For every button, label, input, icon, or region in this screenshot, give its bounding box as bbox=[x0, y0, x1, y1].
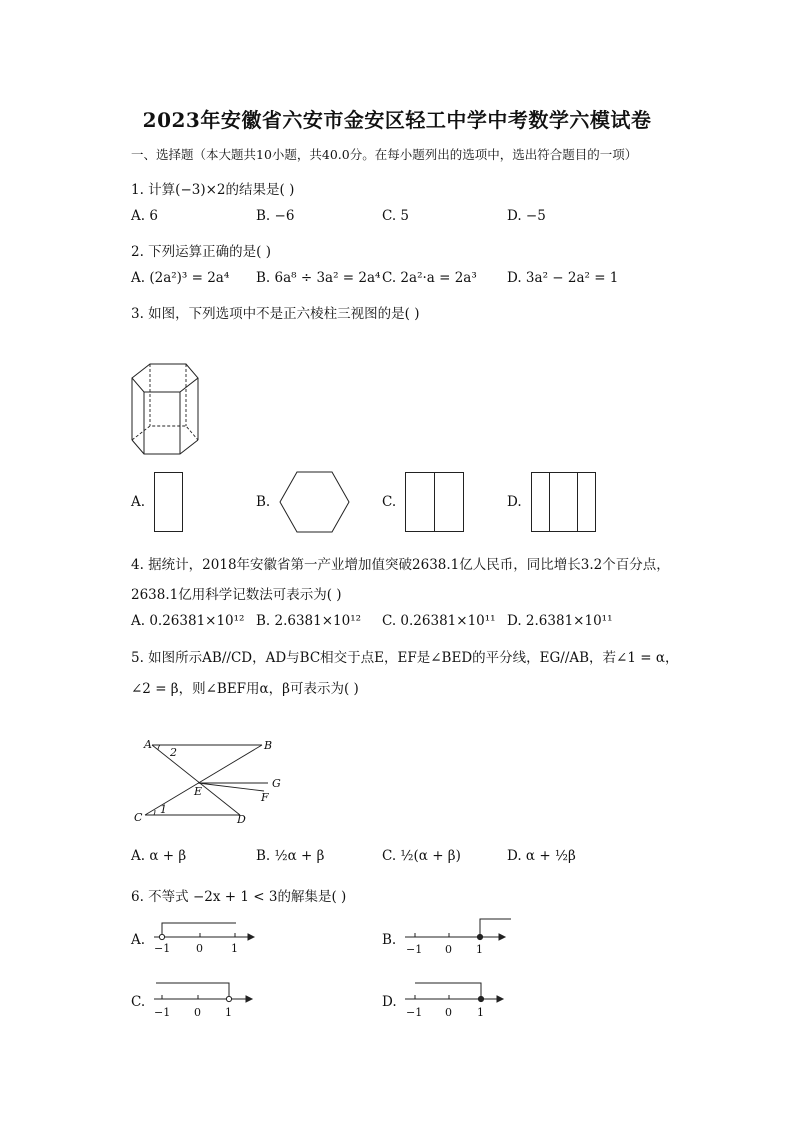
q6-stem: 6. 不等式 −2x + 1 < 3的解集是( ) bbox=[131, 889, 347, 905]
q2-option-d[interactable]: D. 3a² − 2a² = 1 bbox=[507, 270, 619, 286]
q4-stem-line2: 2638.1亿用科学记数法可表示为( ) bbox=[131, 587, 342, 603]
q6c-tick-1: 1 bbox=[225, 1006, 232, 1019]
q6b-tick-1: 1 bbox=[476, 943, 483, 956]
q3-option-c-figure bbox=[405, 472, 465, 533]
q5-label-e: E bbox=[194, 785, 203, 798]
q1-option-d[interactable]: D. −5 bbox=[507, 208, 546, 224]
q4-option-c[interactable]: C. 0.26381×10¹¹ bbox=[382, 613, 496, 629]
q4-stem-line1: 4. 据统计，2018年安徽省第一产业增加值突破2638.1亿人民币，同比增长3.2个百分点， bbox=[131, 557, 670, 573]
q6-option-d-number-line bbox=[401, 980, 511, 1024]
page-title: 2023年安徽省六安市金安区轻工中学中考数学六模试卷 bbox=[142, 108, 652, 132]
q6d-tick-0: 0 bbox=[445, 1006, 452, 1019]
q5-label-d: D bbox=[237, 813, 246, 826]
q3-option-b[interactable]: B. bbox=[256, 494, 271, 510]
q2-option-a[interactable]: A. (2a²)³ = 2a⁴ bbox=[131, 270, 230, 286]
q6-option-d[interactable]: D. bbox=[382, 994, 397, 1010]
q6-option-c[interactable]: C. bbox=[131, 994, 146, 1010]
q6d-tick-neg1: −1 bbox=[406, 1006, 423, 1019]
q5-option-c[interactable]: C. ½(α + β) bbox=[382, 848, 461, 864]
q5-option-a[interactable]: A. α + β bbox=[131, 848, 187, 864]
q6-option-c-number-line bbox=[150, 980, 260, 1024]
q6-option-b-number-line bbox=[401, 916, 516, 960]
q1-option-c[interactable]: C. 5 bbox=[382, 208, 410, 224]
q6b-tick-neg1: −1 bbox=[406, 943, 423, 956]
q5-label-g: G bbox=[272, 777, 281, 790]
q3-option-a[interactable]: A. bbox=[131, 494, 146, 510]
q5-stem-line2: ∠2 = β，则∠BEF用α，β可表示为( ) bbox=[131, 681, 359, 697]
q6a-tick-0: 0 bbox=[196, 942, 203, 955]
q6-option-a[interactable]: A. bbox=[131, 932, 146, 948]
q5-label-f: F bbox=[261, 791, 269, 804]
q6c-tick-neg1: −1 bbox=[154, 1006, 171, 1019]
q6d-tick-1: 1 bbox=[477, 1006, 484, 1019]
q1-option-b[interactable]: B. −6 bbox=[256, 208, 295, 224]
q1-stem: 1. 计算(−3)×2的结果是( ) bbox=[131, 182, 295, 198]
q3-option-d[interactable]: D. bbox=[507, 494, 522, 510]
q3-option-b-figure bbox=[279, 471, 351, 533]
q1-option-a[interactable]: A. 6 bbox=[131, 208, 158, 224]
q3-option-a-figure bbox=[154, 472, 184, 532]
q6-option-b[interactable]: B. bbox=[382, 932, 397, 948]
q5-option-b[interactable]: B. ½α + β bbox=[256, 848, 325, 864]
q6a-tick-neg1: −1 bbox=[154, 942, 171, 955]
q6-option-a-number-line bbox=[150, 918, 260, 960]
q6c-tick-0: 0 bbox=[194, 1006, 201, 1019]
q4-option-a[interactable]: A. 0.26381×10¹² bbox=[131, 613, 245, 629]
q5-label-b: B bbox=[264, 739, 273, 752]
q2-stem: 2. 下列运算正确的是( ) bbox=[131, 244, 271, 260]
q2-option-c[interactable]: C. 2a²·a = 2a³ bbox=[382, 270, 477, 286]
q5-label-angle-2: 2 bbox=[170, 746, 177, 759]
q5-stem-line1: 5. 如图所示AB//CD，AD与BC相交于点E，EF是∠BED的平分线，EG//AB，若∠1 = α， bbox=[131, 650, 679, 666]
section-heading: 一、选择题（本大题共10小题，共40.0分。在每小题列出的选项中，选出符合题目的一项） bbox=[131, 147, 638, 162]
q3-stem: 3. 如图，下列选项中不是正六棱柱三视图的是( ) bbox=[131, 306, 420, 322]
q3-option-d-figure bbox=[531, 472, 597, 533]
q4-option-d[interactable]: D. 2.6381×10¹¹ bbox=[507, 613, 613, 629]
q2-option-b[interactable]: B. 6a⁸ ÷ 3a² = 2a⁴ bbox=[256, 270, 381, 286]
q6a-tick-1: 1 bbox=[231, 942, 238, 955]
q5-label-angle-1: 1 bbox=[160, 803, 167, 816]
q6b-tick-0: 0 bbox=[445, 943, 452, 956]
q5-label-c: C bbox=[134, 811, 143, 824]
q3-option-c[interactable]: C. bbox=[382, 494, 397, 510]
q5-label-a: A bbox=[144, 738, 152, 751]
hexagonal-prism-figure bbox=[128, 360, 203, 460]
q5-geometry-figure bbox=[130, 735, 290, 830]
q5-option-d[interactable]: D. α + ½β bbox=[507, 848, 576, 864]
q4-option-b[interactable]: B. 2.6381×10¹² bbox=[256, 613, 362, 629]
